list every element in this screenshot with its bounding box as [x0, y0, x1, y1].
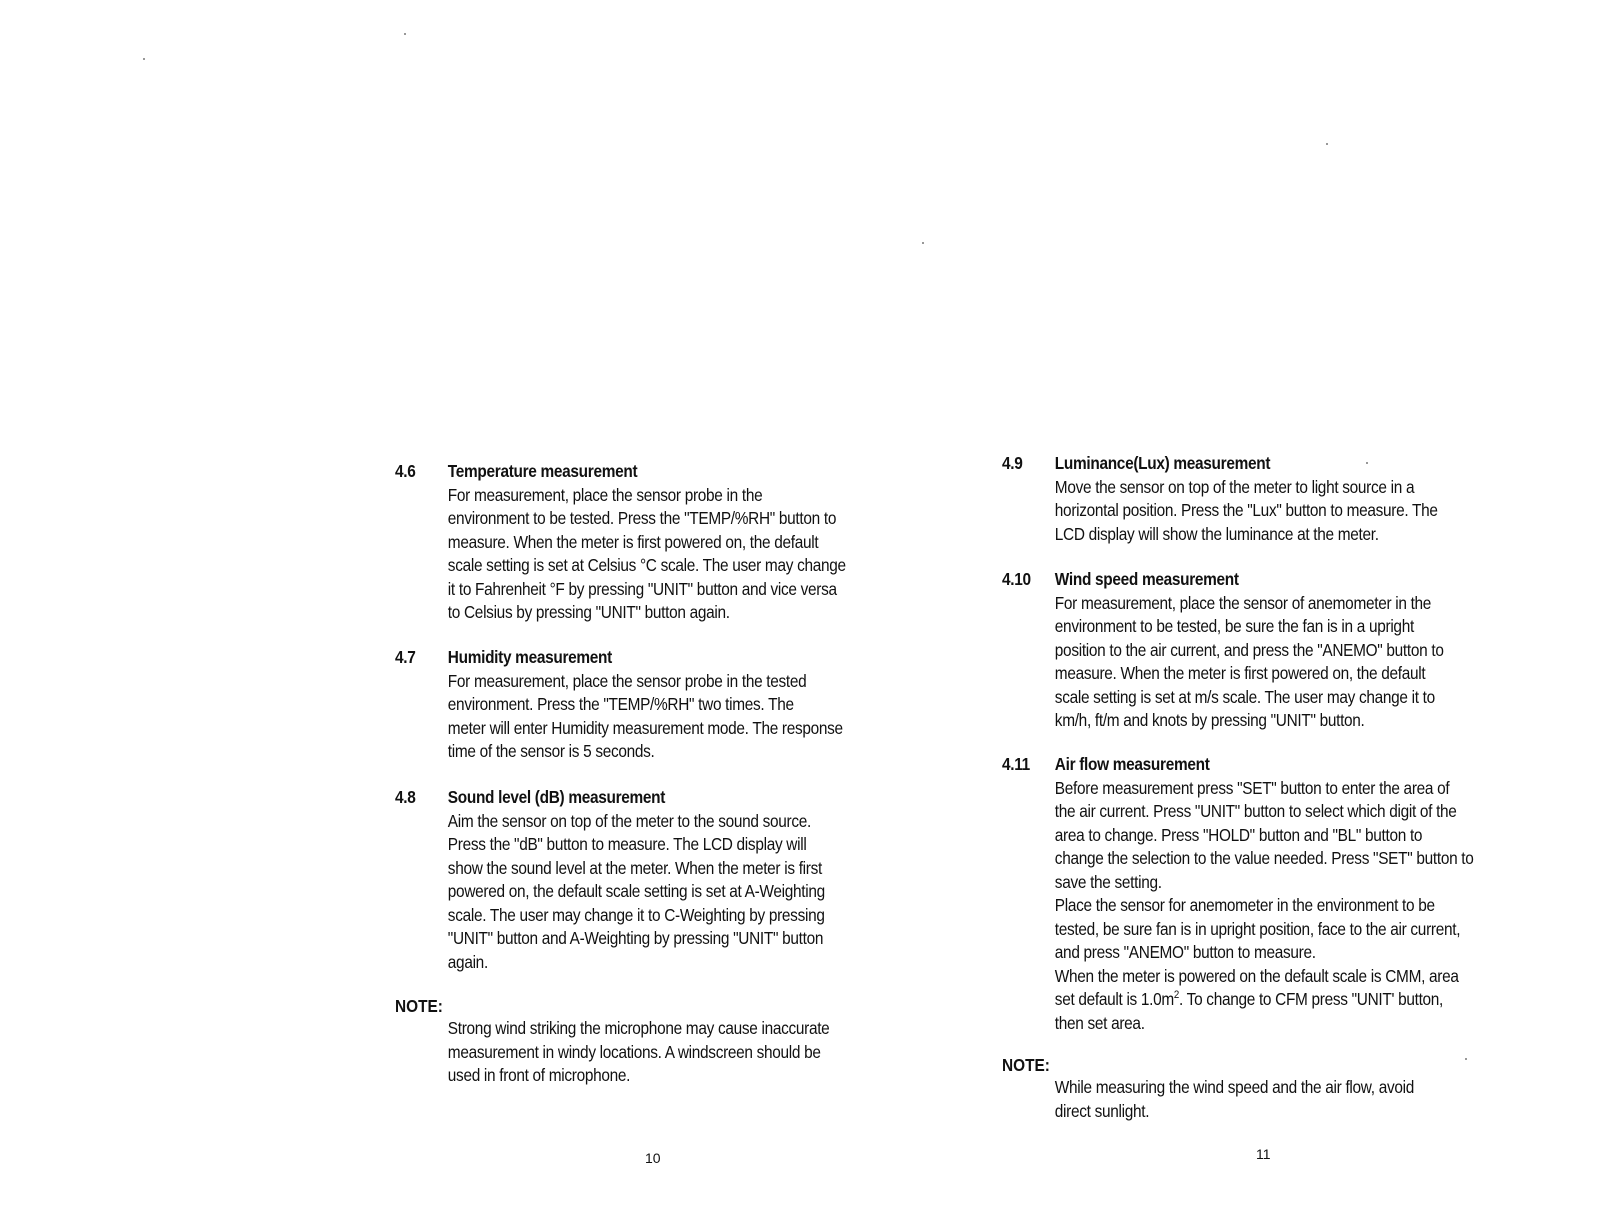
body-line: environment to be tested. Press the "TEMP/%RH" button to: [447, 508, 837, 528]
superscript-2: 2: [1173, 989, 1180, 1002]
section-body: [1055, 476, 1438, 547]
body-line: area to change. Press "HOLD" button and "BL" button to: [1054, 824, 1423, 845]
body-line: Press the "dB" button to measure. The LCD display will: [447, 834, 807, 854]
section-number: 4.6: [395, 461, 416, 481]
section-title: Temperature measurement: [447, 461, 638, 481]
body-line: Aim the sensor on top of the meter to the sound source.: [447, 810, 811, 831]
body-line: change the selection to the value needed. Press "SET" button to: [1054, 848, 1474, 868]
body-line: Place the sensor for anemometer in the environment to be: [1054, 895, 1435, 915]
section-4-7: [395, 646, 843, 764]
section-body: [448, 670, 843, 764]
body-line: save the setting.: [1054, 871, 1162, 892]
body-line: Move the sensor on top of the meter to light source in a: [1054, 476, 1415, 497]
body-line: position to the air current, and press the "ANEMO" button to: [1054, 639, 1444, 660]
body-line: horizontal position. Press the "Lux" button to measure. The: [1054, 500, 1438, 520]
body-line: For measurement, place the sensor probe in the: [447, 484, 763, 505]
section-title: Wind speed measurement: [1054, 569, 1239, 589]
body-line: and press "ANEMO" button to measure.: [1054, 942, 1316, 962]
body-line: environment to be tested, be sure the fan is in a upright: [1054, 616, 1414, 636]
section-4-11: [1002, 753, 1474, 1035]
body-line: For measurement, place the sensor probe in the tested: [447, 670, 807, 691]
body-line: For measurement, place the sensor of anemometer in the: [1054, 592, 1432, 613]
body-line: LCD display will show the luminance at the meter.: [1054, 523, 1379, 544]
body-line: Before measurement press "SET" button to enter the area of: [1054, 777, 1450, 798]
note-body: [395, 1017, 829, 1088]
section-number: 4.7: [395, 647, 416, 667]
section-body: [448, 810, 825, 975]
note-line: Strong wind striking the microphone may cause inaccurate: [447, 1018, 830, 1038]
body-line: show the sound level at the meter. When the meter is first: [447, 857, 822, 878]
page-number: 10: [645, 1150, 661, 1166]
section-4-8: [395, 786, 825, 974]
section-body: [1055, 777, 1474, 1036]
body-line: powered on, the default scale setting is set at A-Weighting: [447, 881, 825, 901]
body-line-area: set default is $1.0m^2$. To change to CFM press "UNIT' button,: [1054, 989, 1444, 1009]
body-line: again.: [447, 951, 488, 972]
note-line: used in front of microphone.: [447, 1065, 631, 1085]
body-line: scale. The user may change it to C-Weighting by pressing: [447, 904, 825, 925]
body-line: "UNIT" button and A-Weighting by pressing "UNIT" button: [447, 928, 824, 948]
body-line: it to Fahrenheit °F by pressing "UNIT" button and vice versa: [447, 578, 837, 599]
section-4-10: [1002, 568, 1444, 733]
right-page: [800, 0, 1601, 1222]
section-number: 4.9: [1002, 453, 1023, 473]
section-number: 4.8: [395, 787, 416, 807]
note-line: direct sunlight.: [1054, 1100, 1150, 1121]
body-line: then set area.: [1054, 1012, 1145, 1033]
note-line: While measuring the wind speed and the air flow, avoid: [1054, 1077, 1414, 1097]
note-label: NOTE:: [395, 996, 443, 1016]
scan-speck: [143, 58, 145, 60]
section-title: Air flow measurement: [1054, 754, 1210, 774]
body-line: tested, be sure fan is in upright position, face to the air current,: [1054, 918, 1461, 939]
section-number: 4.10: [1002, 569, 1031, 589]
section-title: Sound level (dB) measurement: [447, 787, 666, 807]
page-number: 11: [1256, 1146, 1271, 1162]
section-4-9: [1002, 452, 1438, 546]
scan-speck: [404, 33, 406, 35]
body-line: time of the sensor is 5 seconds.: [447, 741, 655, 761]
section-body: [1055, 592, 1444, 733]
body-line: When the meter is powered on the default scale is CMM, area: [1054, 965, 1459, 986]
scan-speck: [1326, 143, 1328, 145]
body-line: scale setting is set at m/s scale. The user may change it to: [1054, 686, 1435, 707]
body-line: km/h, ft/m and knots by pressing "UNIT" button.: [1054, 710, 1365, 730]
body-line: environment. Press the "TEMP/%RH" two times. The: [447, 694, 794, 714]
body-line: the air current. Press "UNIT" button to select which digit of the: [1054, 801, 1457, 821]
section-4-6: [395, 460, 846, 625]
note-body: [1002, 1076, 1414, 1123]
section-number: 4.11: [1002, 754, 1030, 774]
body-line: measure. When the meter is first powered on, the default: [447, 531, 819, 552]
section-body: [448, 484, 846, 625]
section-title: Luminance(Lux) measurement: [1054, 453, 1271, 473]
scan-speck: [1366, 462, 1368, 464]
body-line: scale setting is set at Celsius °C scale. The user may change: [447, 555, 846, 575]
section-title: Humidity measurement: [447, 647, 612, 667]
scan-speck: [1465, 1058, 1467, 1060]
scan-speck: [922, 242, 924, 244]
body-line: meter will enter Humidity measurement mode. The response: [447, 717, 843, 738]
note-label: NOTE:: [1002, 1055, 1050, 1075]
note-line: measurement in windy locations. A windscreen should be: [447, 1041, 821, 1062]
body-line: to Celsius by pressing "UNIT" button again.: [447, 602, 730, 622]
body-line: measure. When the meter is first powered on, the default: [1054, 663, 1426, 683]
